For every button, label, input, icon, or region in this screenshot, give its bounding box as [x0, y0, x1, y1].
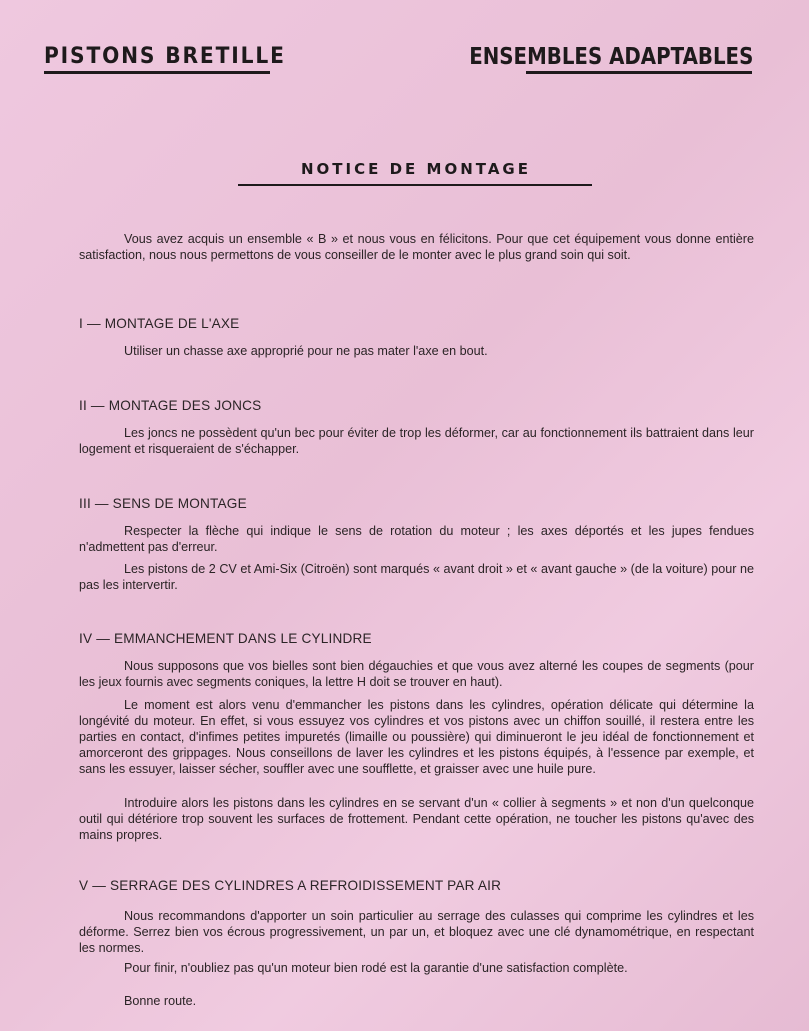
notice-title: NOTICE DE MONTAGE	[301, 160, 531, 178]
product-underline	[526, 71, 752, 74]
product-title: ENSEMBLES ADAPTABLES	[468, 44, 753, 70]
title-underline	[238, 184, 592, 186]
section-3-paragraph-2: Les pistons de 2 CV et Ami-Six (Citroën) sont marqués « avant droit » et « avant gauche » (de la voiture) pour ne pas les intervertir.	[79, 562, 754, 592]
section-4-paragraph-1: Nous supposons que vos bielles sont bien dégauchies et que vous avez alterné les coupes de segments (pour les jeux fournis avec segments coniques, la lettre H doit se trouver en haut).	[79, 659, 754, 689]
section-2-paragraph-1: Les joncs ne possèdent qu'un bec pour éviter de trop les déformer, car au fonctionnement ils battraient dans leur logement et risqueraient de s'échapper.	[79, 426, 754, 456]
section-4-paragraph-3: Introduire alors les pistons dans les cylindres en se servant d'un « collier à segments » et non d'un quelconque outil qui détériore trop souvent les surfaces de frottement. Pendant cette opération, ne toucher les pistons qu'avec des mains propres.	[79, 796, 754, 842]
section-heading-2: II — MONTAGE DES JONCS	[79, 398, 262, 413]
intro-paragraph: Vous avez acquis un ensemble « B » et nous vous en félicitons. Pour que cet équipement vous donne entière satisfaction, nous nous permettons de vous conseiller de le monter avec le plus grand soin qui soit.	[79, 232, 754, 262]
brand-underline	[44, 71, 270, 74]
section-heading-5: V — SERRAGE DES CYLINDRES A REFROIDISSEMENT PAR AIR	[79, 878, 502, 893]
section-heading-4: IV — EMMANCHEMENT DANS LE CYLINDRE	[79, 631, 372, 646]
section-heading-1: I — MONTAGE DE L'AXE	[79, 316, 240, 331]
section-5-paragraph-1: Nous recommandons d'apporter un soin particulier au serrage des culasses qui comprime les cylindres et les déforme. Serrez bien vos écrous progressivement, un par un, et bloquez avec une clé dynamométrique, en respectant les normes.	[79, 909, 754, 955]
section-4-paragraph-2: Le moment est alors venu d'emmancher les pistons dans les cylindres, opération délicate qui détermine la longévité du moteur. En effet, si vous essuyez vos cylindres et vos pistons avec un chiffon souillé, il restera entre les parties en contact, d'infimes petites impuretés (limaille ou poussière) qui diminueront le jeu idéal de fonctionnement et amorceront des grippages. Nous conseillons de laver les cylindres et les pistons équipés, à l'essence par exemple, et sans les essuyer, laisser sécher, souffler avec une soufflette, et graisser avec une huile pure.	[79, 698, 754, 776]
section-1-paragraph-1: Utiliser un chasse axe approprié pour ne pas mater l'axe en bout.	[124, 344, 488, 358]
brand-title: PISTONS BRETILLE	[44, 44, 286, 69]
section-5-paragraph-2: Pour finir, n'oubliez pas qu'un moteur bien rodé est la garantie d'une satisfaction complète.	[124, 961, 628, 975]
closing-line: Bonne route.	[124, 994, 197, 1008]
section-3-paragraph-1: Respecter la flèche qui indique le sens de rotation du moteur ; les axes déportés et les jupes fendues n'admettent pas d'erreur.	[79, 524, 754, 554]
section-heading-3: III — SENS DE MONTAGE	[79, 496, 247, 511]
